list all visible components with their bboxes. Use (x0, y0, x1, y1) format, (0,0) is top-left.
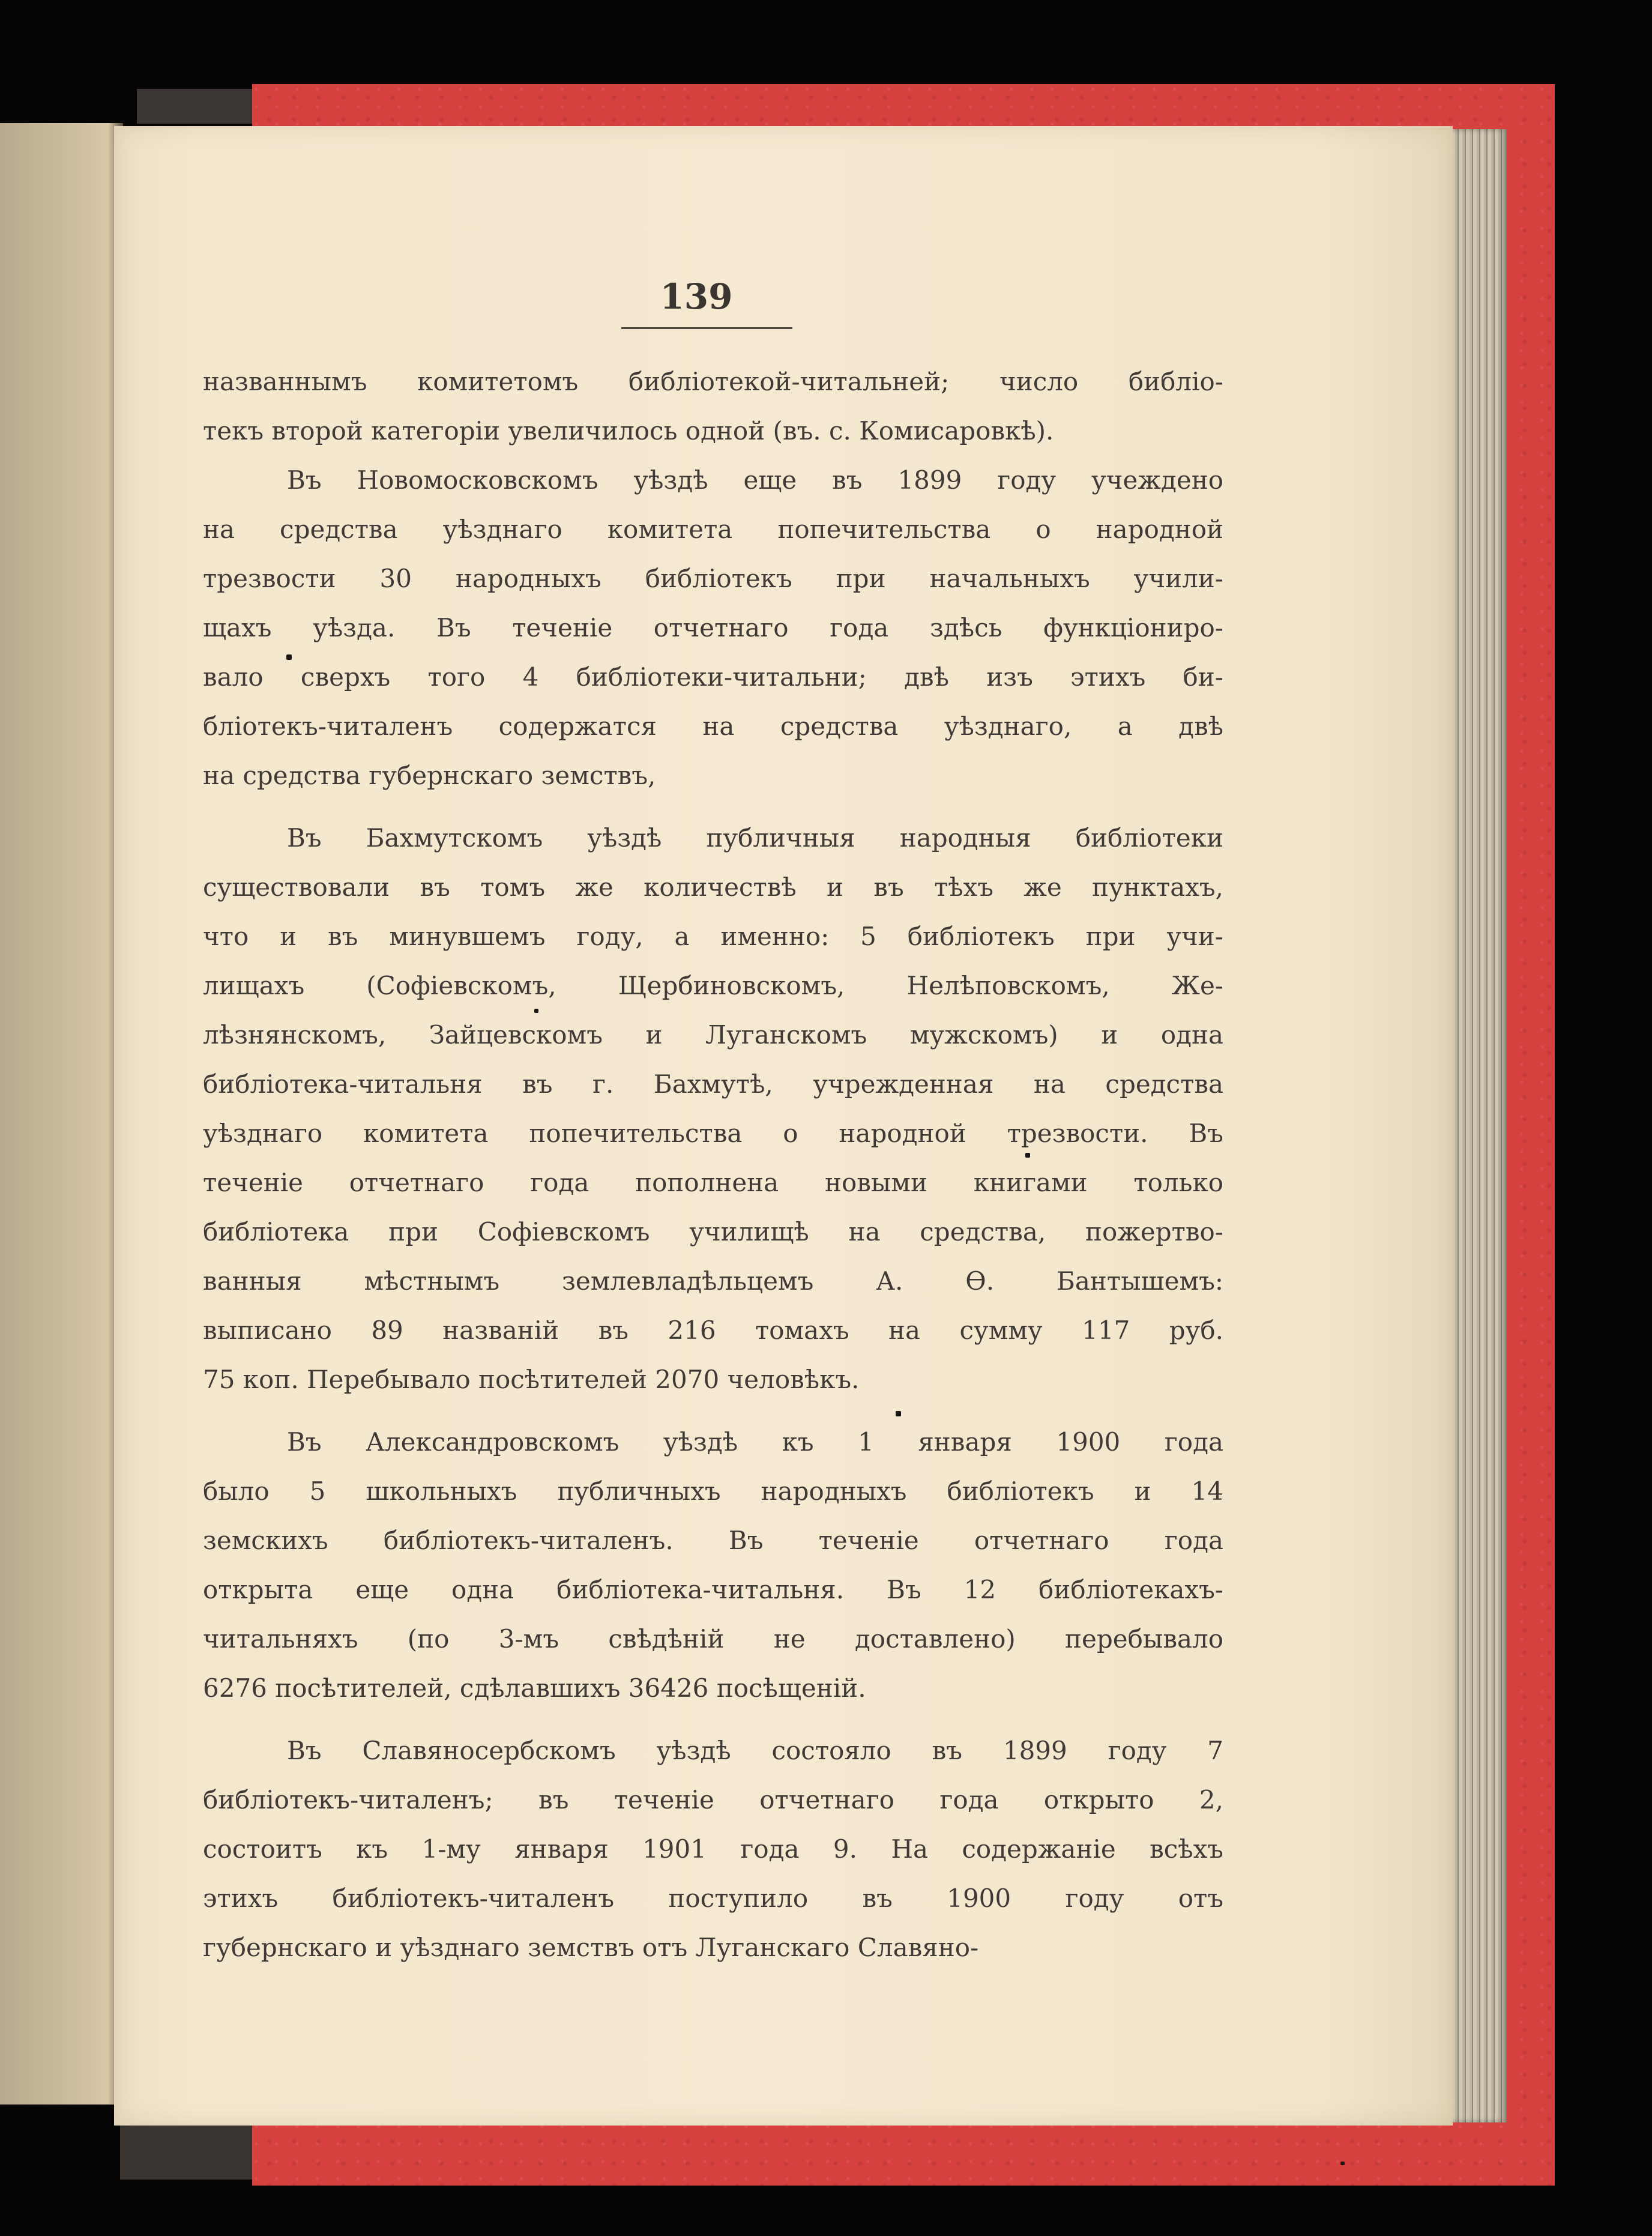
text-line: читальняхъ (по 3-мъ свѣдѣній не доставлено) перебывало (203, 1624, 1223, 1654)
text-line: теченіе отчетнаго года пополнена новыми книгами только (203, 1168, 1223, 1197)
paragraph (203, 814, 1223, 1404)
text-line: на средства уѣзднаго комитета попечительства о народной (203, 515, 1223, 544)
text-line: библіотека при Софіевскомъ училищѣ на средства, пожертво- (203, 1217, 1223, 1246)
text-line: открыта еще одна библіотека-читальня. Въ 12 библіотекахъ- (203, 1575, 1223, 1604)
text-line: названнымъ комитетомъ библіотекой-читальней; число библіо- (203, 367, 1223, 396)
paragraph-gap (203, 1404, 1223, 1418)
text-line: щахъ уѣзда. Въ теченіе отчетнаго года здѣсь функціониро- (203, 613, 1223, 642)
text-line: было 5 школьныхъ публичныхъ народныхъ библіотекъ и 14 (203, 1476, 1223, 1506)
text-line: Въ Новомосковскомъ уѣздѣ еще въ 1899 году учеждено (287, 465, 1223, 495)
text-line: уѣзднаго комитета попечительства о народной трезвости. Въ (203, 1119, 1223, 1148)
text-line: Въ Бахмутскомъ уѣздѣ публичныя народныя библіотеки (287, 823, 1223, 853)
page-number-rule (621, 327, 792, 329)
text-line: выписано 89 названій въ 216 томахъ на сумму 117 руб. (203, 1316, 1223, 1345)
paragraph (203, 1726, 1223, 1972)
text-line: бліотекъ-читаленъ содержатся на средства уѣзднаго, а двѣ (203, 712, 1223, 741)
text-line: что и въ минувшемъ году, а именно: 5 библіотекъ при учи- (203, 922, 1223, 951)
text-line: лищахъ (Софіевскомъ, Щербиновскомъ, Нелѣповскомъ, Же- (203, 971, 1223, 1000)
text-line: состоитъ къ 1-му января 1901 года 9. На содержаніе всѣхъ (203, 1834, 1223, 1864)
paragraph-gap (203, 1713, 1223, 1726)
text-line: 6276 посѣтителей, сдѣлавшихъ 36426 посѣщеній. (203, 1673, 866, 1703)
text-line: лѣзнянскомъ, Зайцевскомъ и Луганскомъ мужскомъ) и одна (203, 1020, 1223, 1050)
left-page-edge (0, 123, 123, 2105)
text-line: Въ Александровскомъ уѣздѣ къ 1 января 1900 года (287, 1427, 1223, 1457)
left-cover-top (137, 89, 263, 124)
paragraph (203, 357, 1223, 456)
text-line: Въ Славяносербскомъ уѣздѣ состояло въ 1899 году 7 (287, 1736, 1223, 1765)
page-body-text (203, 357, 1223, 1972)
text-line: 75 коп. Перебывало посѣтителей 2070 человѣкъ. (203, 1365, 860, 1394)
paragraph-gap (203, 800, 1223, 814)
text-line: библіотека-читальня въ г. Бахмутѣ, учрежденная на средства (203, 1069, 1223, 1099)
text-line: на средства губернскаго земствъ, (203, 761, 656, 790)
paragraph (203, 1418, 1223, 1713)
text-line: губернскаго и уѣзднаго земствъ отъ Луганскаго Славяно- (203, 1933, 979, 1962)
text-line: текъ второй категоріи увеличилось одной (въ. с. Комисаровкѣ). (203, 416, 1054, 446)
paragraph (203, 456, 1223, 800)
text-line: земскихъ библіотекъ-читаленъ. Въ теченіе отчетнаго года (203, 1526, 1223, 1555)
text-line: библіотекъ-читаленъ; въ теченіе отчетнаго года открыто 2, (203, 1785, 1223, 1814)
text-line: трезвости 30 народныхъ библіотекъ при начальныхъ учили- (203, 564, 1223, 593)
text-line: ванныя мѣстнымъ землевладѣльцемъ А. Ѳ. Бантышемъ: (203, 1266, 1223, 1296)
page-number: 139 (660, 276, 733, 317)
text-line: этихъ библіотекъ-читаленъ поступило въ 1900 году отъ (203, 1884, 1223, 1913)
text-line: вало сверхъ того 4 библіотеки-читальни; двѣ изъ этихъ би- (203, 662, 1223, 692)
text-line: существовали въ томъ же количествѣ и въ тѣхъ же пунктахъ, (203, 872, 1223, 902)
